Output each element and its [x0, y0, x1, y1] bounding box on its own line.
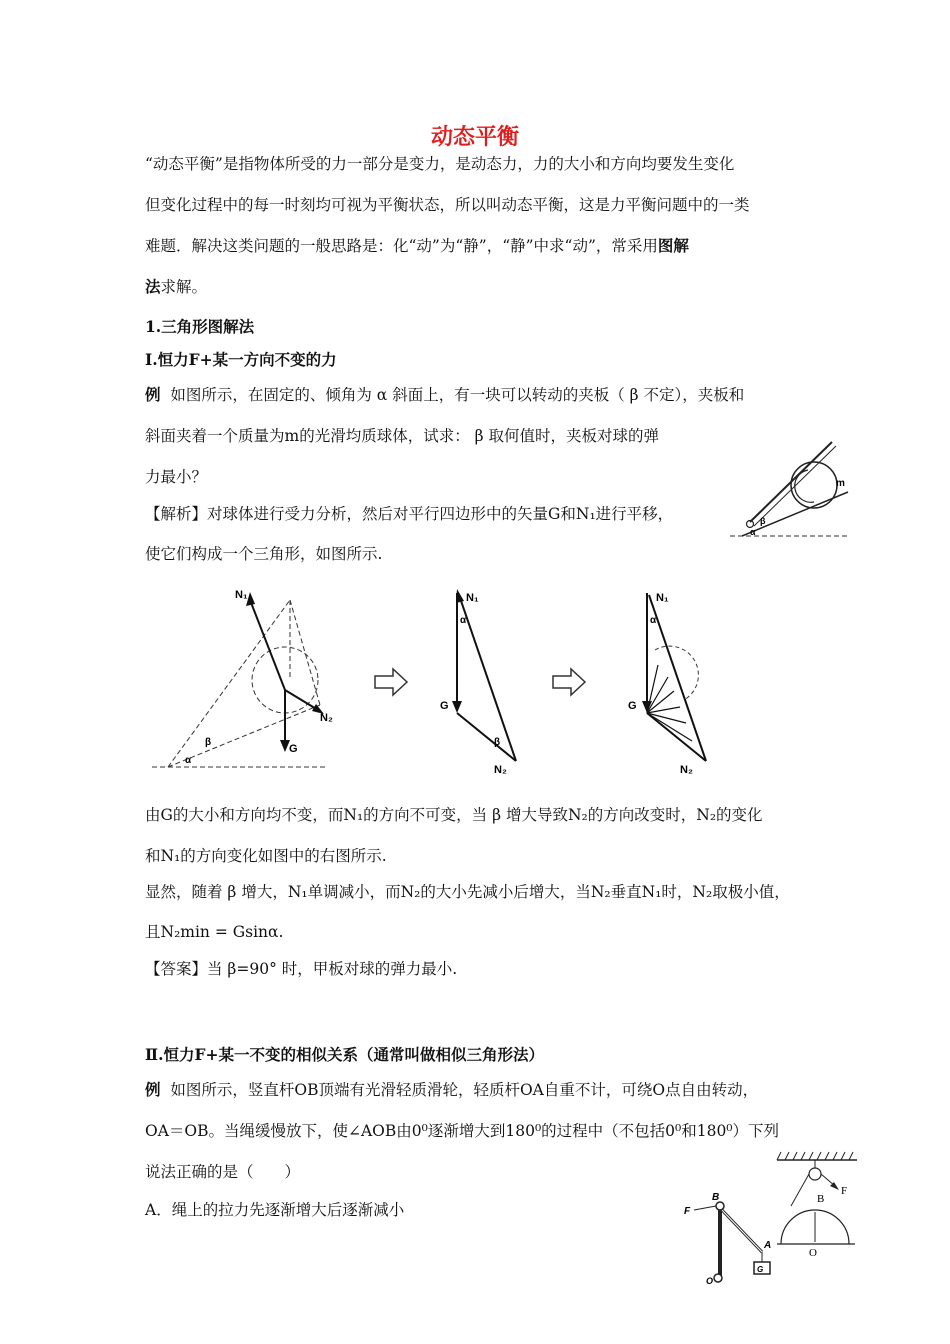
label-alpha-small: α — [750, 527, 756, 537]
label-alpha-fig3: α — [650, 615, 657, 626]
label-beta-fig2: β — [494, 737, 501, 748]
example-2-text-1: 如图所示，竖直杆OB顶端有光滑轻质滑轮，轻质杆OA自重不计，可绕O点自由转动， — [170, 1081, 759, 1099]
after-line-1: 由G的大小和方向均不变，而N₁的方向不可变，当 β 增大导致N₂的方向改变时，N₂的变化 — [145, 806, 763, 824]
force-triangle-variation-figure — [622, 585, 722, 777]
option-a: A．绳上的拉力先逐渐增大后逐渐减小 — [145, 1201, 405, 1219]
label-n2-fig1: N₂ — [320, 712, 333, 724]
label-b-hemi: B — [817, 1193, 825, 1205]
label-beta-fig1: β — [205, 737, 212, 748]
intro-line-3 — [145, 234, 689, 256]
example-1-line-2: 斜面夹着一个质量为m的光滑均质球体，试求： β 取何值时，夹板对球的弹 — [145, 427, 660, 445]
example-1-text-1: 如图所示，在固定的、倾角为 α 斜面上，有一块可以转动的夹板（ β 不定），夹板和 — [170, 386, 745, 404]
label-n1-fig1: N₁ — [235, 589, 248, 601]
analysis-line-2: 使它们构成一个三角形，如图所示. — [145, 545, 383, 563]
intro-line-4-text: 求解。 — [160, 278, 208, 296]
intro-line-3-text: 难题．解决这类问题的一般思路是：化“动”为“静”，“静”中求“动”，常采用 — [145, 237, 658, 255]
label-g-fig1: G — [289, 743, 298, 755]
label-f-rod: F — [684, 1206, 691, 1217]
label-n2-fig3: N₂ — [680, 764, 693, 776]
intro-bold-term-end: 法 — [145, 277, 161, 296]
hollow-arrow-icon-2 — [551, 667, 587, 697]
subheading-1: Ⅰ.恒力F+某一方向不变的力 — [145, 350, 337, 369]
label-g-fig2: G — [440, 700, 449, 712]
example-2-label: 例 — [145, 1080, 161, 1099]
answer-line: 【答案】当 β=90° 时，甲板对球的弹力最小. — [145, 960, 458, 978]
example-label: 例 — [145, 385, 161, 404]
label-g-fig3: G — [628, 700, 637, 712]
after-line-2: 和N₁的方向变化如图中的右图所示. — [145, 847, 387, 865]
label-alpha-fig2: α — [460, 615, 467, 626]
force-parallelogram-figure — [140, 580, 340, 780]
label-n1-fig3: N₁ — [656, 592, 669, 604]
force-triangle-figure — [432, 585, 532, 777]
example-1-line-3: 力最小？ — [145, 468, 208, 486]
label-o-hemi: O — [809, 1247, 817, 1259]
example-2-line-1 — [145, 1078, 758, 1100]
label-beta-small: β — [760, 516, 766, 526]
after-line-3: 显然，随着 β 增大，N₁单调减小，而N₂的大小先减小后增大，当N₂垂直N₁时，N₂取极小值， — [145, 883, 790, 901]
section-heading: 1.三角形图解法 — [145, 317, 255, 336]
label-g-block: G — [757, 1265, 764, 1274]
example-2-line-3: 说法正确的是（ ） — [145, 1163, 301, 1181]
intro-line-2: 但变化过程中的每一时刻均可视为平衡状态，所以叫动态平衡，这是力平衡问题中的一类 — [145, 196, 750, 214]
incline-ball-figure — [728, 440, 850, 540]
label-alpha-fig1: α — [185, 755, 192, 766]
label-o-rod: O — [706, 1276, 714, 1286]
label-a-rod: A — [764, 1240, 772, 1251]
label-n1-fig2: N₁ — [466, 592, 479, 604]
example-1-line-1 — [145, 383, 744, 405]
hollow-arrow-icon — [373, 667, 409, 697]
intro-bold-term: 图解 — [657, 236, 689, 255]
label-m: m — [836, 478, 845, 489]
example-2-line-2: OA＝OB。当绳缓慢放下，使∠AOB由0⁰逐渐增大到180⁰的过程中（不包括0⁰和180⁰）下列 — [145, 1122, 780, 1140]
analysis-line-1: 【解析】对球体进行受力分析，然后对平行四边形中的矢量G和N₁进行平移， — [145, 505, 674, 523]
subheading-2: Ⅱ.恒力F+某一不变的相似关系（通常叫做相似三角形法） — [145, 1045, 544, 1064]
after-line-4: 且N₂min = Gsinα. — [145, 923, 284, 941]
hemisphere-pulley-figure — [773, 1150, 859, 1260]
page-title: 动态平衡 — [430, 124, 519, 150]
label-b-rod: B — [712, 1192, 720, 1203]
label-n2-fig2: N₂ — [494, 764, 507, 776]
intro-line-4 — [145, 275, 207, 297]
intro-line-1: “动态平衡”是指物体所受的力一部分是变力，是动态力，力的大小和方向均要发生变化 — [145, 155, 735, 173]
label-f-hemi: F — [841, 1185, 848, 1197]
